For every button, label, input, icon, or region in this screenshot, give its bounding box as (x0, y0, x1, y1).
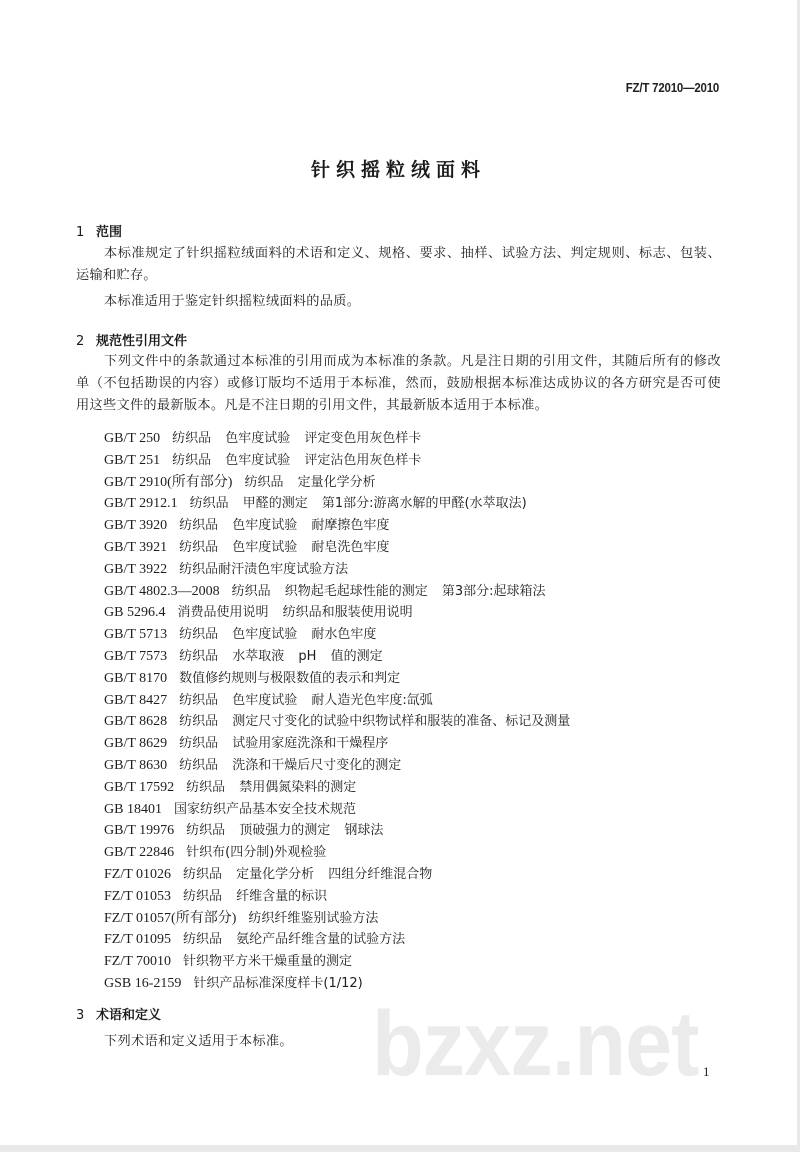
section-number: 3 (76, 1008, 85, 1023)
section-number: 1 (76, 225, 85, 240)
reference-item (104, 559, 570, 581)
reference-title: 纺织品 定量化学分析 (244, 474, 376, 490)
reference-code: GB/T 19976 (104, 823, 175, 839)
reference-item (104, 428, 570, 450)
reference-code: FZ/T 01026 (104, 866, 172, 882)
reference-code: GB/T 250 (104, 431, 161, 446)
reference-title: 针织产品标准深度样卡(1/12) (193, 975, 363, 991)
reference-code: GB 5296.4 (104, 605, 166, 621)
reference-item (104, 886, 570, 908)
reference-title: 纺织品 色牢度试验 耐皂洗色牢度 (179, 539, 390, 555)
section-title: 范围 (96, 225, 123, 240)
reference-code: GB/T 8628 (104, 714, 168, 730)
reference-code: GB/T 17592 (104, 779, 175, 795)
reference-code: GB/T 8630 (104, 757, 168, 773)
reference-item (104, 493, 570, 515)
page-number: 1 (703, 1064, 710, 1079)
reference-title: 数值修约规则与极限数值的表示和判定 (179, 670, 401, 686)
reference-item (104, 908, 570, 930)
reference-code: FZ/T 01095 (104, 932, 172, 948)
reference-code: GB/T 3921 (104, 539, 168, 555)
reference-title: 纺织品 氨纶产品纤维含量的试验方法 (183, 932, 406, 948)
scope-paragraph-1: 本标准规定了针织摇粒绒面料的术语和定义、规格、要求、抽样、试验方法、判定规则、标志、包装、运输和贮存。 (76, 246, 721, 283)
section-heading-normative-references (76, 330, 187, 349)
reference-title: 针织布(四分制)外观检验 (186, 845, 327, 861)
reference-item (104, 929, 570, 951)
terms-intro-paragraph: 下列术语和定义适用于本标准。 (104, 1034, 293, 1049)
reference-item (104, 537, 570, 559)
section-heading-scope (76, 221, 122, 240)
reference-title: 纺织品 色牢度试验 评定变色用灰色样卡 (172, 431, 422, 446)
reference-title: 消费品使用说明 纺织品和服装使用说明 (177, 605, 413, 621)
reference-item (104, 472, 570, 494)
reference-code: GB/T 3922 (104, 561, 168, 577)
reference-title: 纺织品 测定尺寸变化的试验中织物试样和服装的准备、标记及测量 (179, 714, 571, 730)
reference-code: GB/T 7573 (104, 648, 168, 664)
section-number: 2 (76, 334, 85, 349)
reference-title: 针织物平方米干燥重量的测定 (183, 954, 353, 970)
reference-item (104, 842, 570, 864)
reference-title: 纺织品 禁用偶氮染料的测定 (186, 779, 357, 795)
reference-title: 纺织纤维鉴别试验方法 (248, 910, 379, 926)
reference-code: GB/T 251 (104, 452, 161, 468)
reference-item (104, 690, 570, 712)
reference-code: GB/T 3920 (104, 518, 168, 534)
reference-item (104, 581, 570, 603)
reference-code: FZ/T 01057(所有部分) (104, 910, 237, 926)
section-title: 规范性引用文件 (96, 334, 188, 349)
reference-title: 纺织品 色牢度试验 耐摩擦色牢度 (179, 518, 390, 534)
references-intro-paragraph: 下列文件中的条款通过本标准的引用而成为本标准的条款。凡是注日期的引用文件，其随后所有的修改单（不包括勘误的内容）或修订版均不适用于本标准，然而，鼓励根据本标准达成协议的各方研究是否可使用这些文件的最新版本。凡是不注日期的引用文件，其最新版本适用于本标准。 (76, 354, 721, 413)
document-title: 针织摇粒绒面料 (310, 159, 486, 181)
reference-item (104, 515, 570, 537)
reference-code: FZ/T 01053 (104, 888, 172, 904)
reference-code: FZ/T 70010 (104, 954, 172, 970)
reference-title: 纺织品 甲醛的测定 第1部分:游离水解的甲醛(水萃取法) (189, 496, 527, 512)
reference-title: 纺织品 色牢度试验 耐水色牢度 (179, 627, 377, 643)
reference-item (104, 799, 570, 821)
reference-title: 纺织品 色牢度试验 耐人造光色牢度:氙弧 (179, 692, 433, 708)
reference-title: 纺织品 纤维含量的标识 (183, 888, 328, 904)
reference-item (104, 602, 570, 624)
reference-code: GSB 16-2159 (104, 975, 182, 991)
reference-item (104, 711, 570, 733)
reference-code: GB/T 8629 (104, 736, 168, 752)
reference-code: GB 18401 (104, 801, 162, 817)
reference-title: 纺织品 试验用家庭洗涤和干燥程序 (179, 736, 389, 752)
reference-title: 纺织品 洗涤和干燥后尺寸变化的测定 (179, 757, 402, 773)
reference-code: GB/T 8170 (104, 670, 168, 686)
reference-code: GB/T 2910(所有部分) (104, 474, 233, 490)
reference-item (104, 755, 570, 777)
reference-code: GB/T 5713 (104, 627, 168, 643)
standard-code: FZ/T 72010—2010 (625, 80, 719, 95)
reference-title: 国家纺织产品基本安全技术规范 (173, 801, 356, 817)
section-title: 术语和定义 (96, 1008, 162, 1023)
reference-title: 纺织品 顶破强力的测定 钢球法 (186, 823, 384, 839)
reference-item (104, 777, 570, 799)
reference-item (104, 973, 570, 995)
reference-item (104, 733, 570, 755)
reference-code: GB/T 8427 (104, 692, 168, 708)
reference-title: 纺织品 织物起毛起球性能的测定 第3部分:起球箱法 (231, 583, 546, 599)
reference-title: 纺织品 水萃取液 pH 值的测定 (179, 648, 383, 664)
reference-item (104, 668, 570, 690)
reference-item (104, 951, 570, 973)
reference-code: GB/T 4802.3—2008 (104, 583, 220, 599)
reference-code: GB/T 2912.1 (104, 496, 178, 512)
reference-item (104, 450, 570, 472)
reference-item (104, 864, 570, 886)
reference-title: 纺织品耐汗渍色牢度试验方法 (179, 561, 349, 577)
reference-item (104, 646, 570, 668)
reference-item (104, 820, 570, 842)
reference-title: 纺织品 色牢度试验 评定沾色用灰色样卡 (172, 452, 422, 468)
reference-title: 纺织品 定量化学分析 四组分纤维混合物 (183, 866, 433, 882)
section-heading-terms-and-definitions (76, 1004, 161, 1023)
scope-paragraph-2: 本标准适用于鉴定针织摇粒绒面料的品质。 (104, 294, 361, 309)
reference-code: GB/T 22846 (104, 845, 175, 861)
reference-item (104, 624, 570, 646)
watermark: bzxz.net (372, 993, 699, 1095)
reference-list (104, 428, 570, 995)
